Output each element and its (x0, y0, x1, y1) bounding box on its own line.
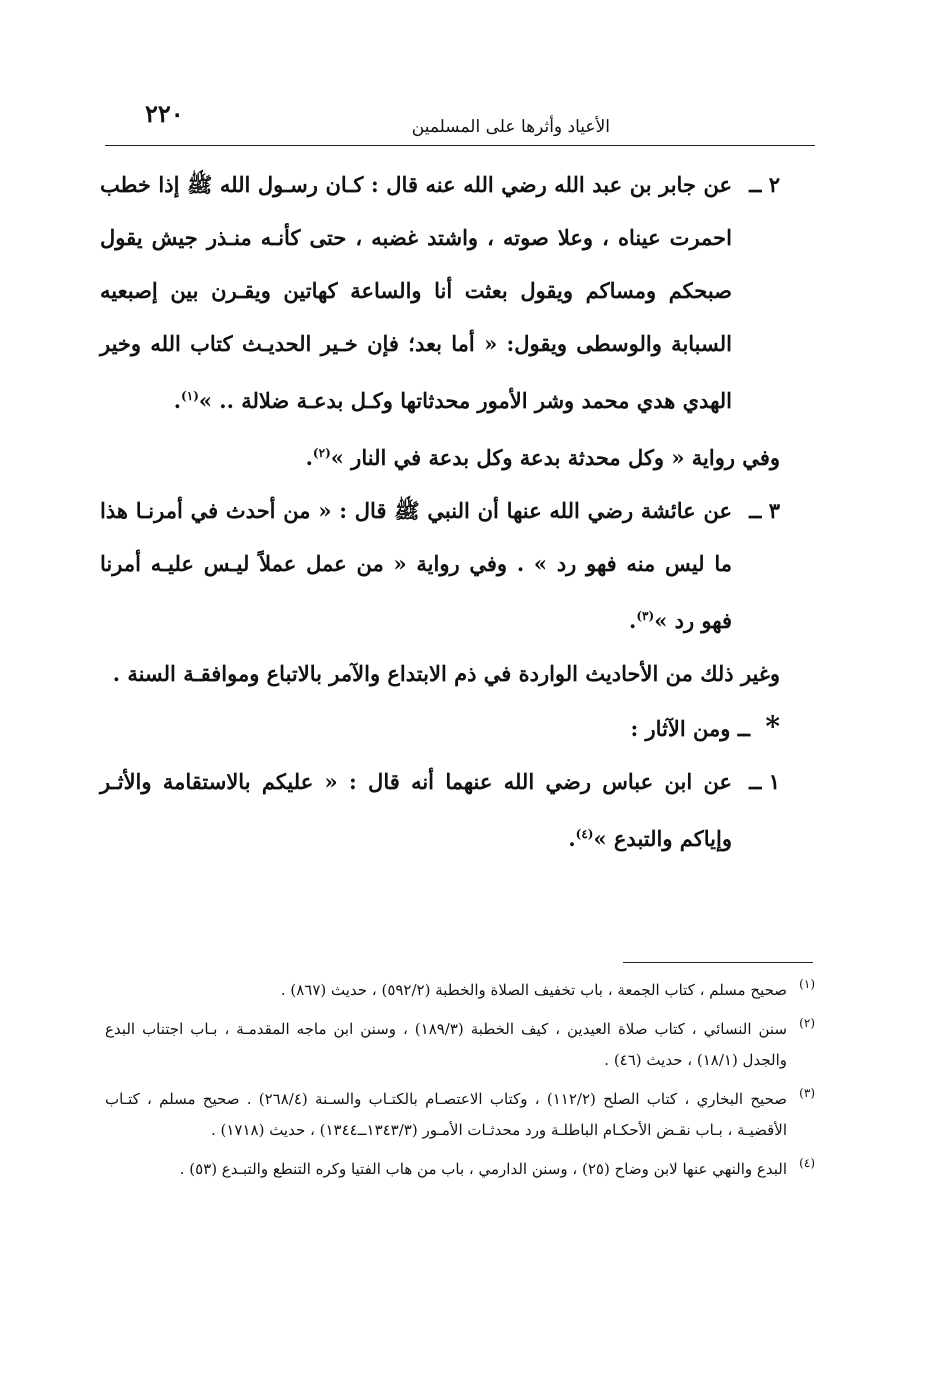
paragraph-text: عن عائشة رضي الله عنها أن النبي ﷺ قال : « من أحدث في أمرنـا هذا ما ليس منه فهو رد » . وفي رواية « من عمل عملاً ليـس عليـه أمرنا فهو رد » (100, 498, 732, 633)
running-title: الأعياد وأثرها على المسلمين (411, 117, 610, 137)
item-number: ٢ ــ (749, 172, 780, 197)
section-heading (100, 700, 780, 755)
summary-paragraph (100, 647, 780, 700)
main-text (100, 158, 780, 865)
footnote-1 (105, 975, 815, 1006)
footnote-number: (٤) (799, 1156, 815, 1170)
star-icon: * (765, 710, 780, 743)
footnote-ref: (٣) (636, 609, 655, 623)
footnotes (105, 975, 815, 1193)
footnote-text: صحيح البخاري ، كتاب الصلح (١١٢/٢) ، وكتاب الاعتصـام بالكتـاب والسـنة (٢٦٨/٤) . صحيح مسلم ، كتـاب الأقضيـة ، بـاب نقـض الأحكـام الباطلـة ورد محدثـات الأمـور (١٣٤٣/٣ــ١٣٤٤) ، حديث (١٧١٨) . (105, 1090, 787, 1139)
footnote-text: البدع والنهي عنها لابن وضاح (٢٥) ، وسنن الدارمي ، باب من هاب الفتيا وكره التنطع والتبـدع (٥٣) . (179, 1160, 787, 1178)
paragraph-text: وغير ذلك من الأحاديث الواردة في ذم الابتداع والآمر بالاتباع وموافقـة السنة . (112, 661, 780, 686)
item-number: ٣ ــ (749, 498, 780, 523)
hadith-paragraph-3: ٣ ــ عن عائشة رضي الله عنها أن النبي ﷺ قال : « من أحدث في أمرنـا هذا ما ليس منه فهو رد » . وفي رواية « من عمل عملاً ليـس عليـه أمرنا فهو رد »$^{(٣)}$. (100, 484, 780, 647)
page-number: ٢٢٠ (145, 99, 184, 128)
footnote-ref: (٢) (312, 446, 331, 460)
page-header (105, 95, 815, 146)
footnote-ref: (١) (181, 389, 199, 403)
footnote-number: (١) (799, 977, 815, 991)
footnote-text: صحيح مسلم ، كتاب الجمعة ، باب تخفيف الصلاة والخطبة (٥٩٢/٢) ، حديث (٨٦٧) . (280, 981, 787, 999)
paragraph-text: عن جابر بن عبد الله رضي الله عنه قال : كـان رسـول الله ﷺ إذا خطب احمرت عيناه ، وعلا صوته ، واشتد غضبه ، حتى كأنـه منـذر جيش يقول صبحكم ومساكم ويقول بعثت أنا والساعة كهاتين ويقـرن بين إصبعيه السبابة والوسطى ويقول: « أما بعد؛ فإن خـير الحديـث كتاب الله وخير الهدي هدي محمد وشر الأمور محدثاتها وكـل بدعـة ضلالة .. » (100, 172, 732, 413)
footnote-divider (623, 962, 813, 963)
footnote-number: (٣) (799, 1086, 815, 1100)
hadith-paragraph-2: ٢ ــ عن جابر بن عبد الله رضي الله عنه قال : كـان رسـول الله ﷺ إذا خطب احمرت عيناه ، وعلا صوته ، واشتد غضبه ، حتى كأنـه منـذر جيش يقول صبحكم ومساكم ويقول بعثت أنا والساعة كهاتين ويقـرن بين إصبعيه السبابة والوسطى ويقول: « أما بعد؛ فإن خـير الحديـث كتاب الله وخير الهدي هدي محمد وشر الأمور محدثاتها وكـل بدعـة ضلالة .. »$^{(١)}$. (100, 158, 780, 427)
footnote-text: سنن النسائي ، كتاب صلاة العيدين ، كيف الخطبة (١٨٩/٣) ، وسنن ابن ماجه المقدمـة ، بـاب اجتناب البدع والجدل (١٨/١) ، حديث (٤٦) . (105, 1020, 788, 1069)
item-number: ١ ــ (749, 769, 780, 794)
footnote-4 (105, 1154, 815, 1185)
paragraph-text: عن ابن عباس رضي الله عنهما أنه قال : « عليكم بالاستقامة والأثـر وإياكم والتبدع » (100, 769, 732, 851)
footnote-2 (105, 1014, 815, 1076)
footnote-ref: (٤) (575, 827, 594, 841)
athar-paragraph-1: ١ ــ عن ابن عباس رضي الله عنهما أنه قال : « عليكم بالاستقامة والأثـر وإياكم والتبدع »$^{(٤)}$. (100, 755, 780, 865)
heading-text: ــ ومن الآثار : (630, 716, 751, 741)
footnote-number: (٢) (799, 1016, 815, 1030)
narration-paragraph: وفي رواية « وكل محدثة بدعة وكل بدعة في النار »$^{(٢)}$. (305, 445, 780, 470)
footnote-3 (105, 1084, 815, 1146)
paragraph-text: وفي رواية « وكل محدثة بدعة وكل بدعة في النار » (330, 445, 780, 470)
